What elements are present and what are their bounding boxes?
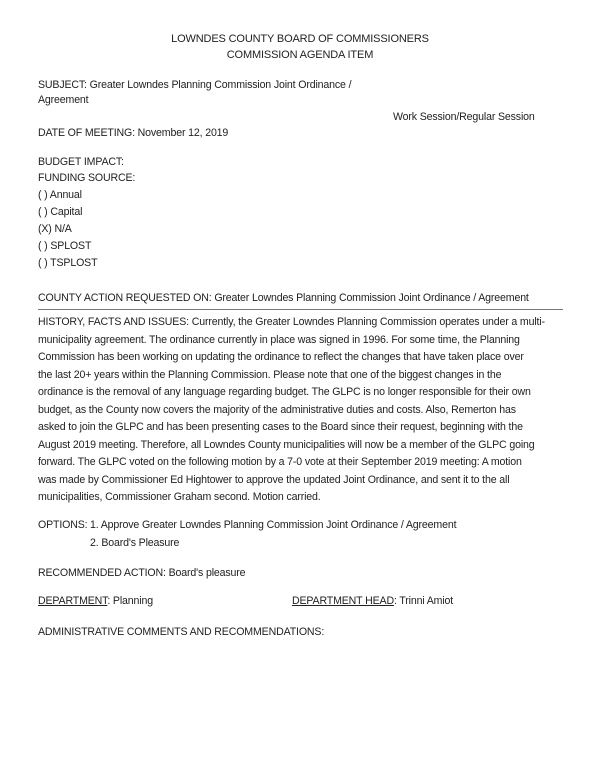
funding-option-tsplost <box>38 257 97 270</box>
meeting-date <box>38 127 228 140</box>
history-line: Commission has been working on updating the ordinance to reflect the changes that have taken place over <box>38 351 524 363</box>
checkbox-mark: ( ) <box>38 189 48 201</box>
checkbox-mark: ( ) <box>38 257 48 269</box>
admin-comments-label: ADMINISTRATIVE COMMENTS AND RECOMMENDATIONS: <box>38 626 325 638</box>
history-line: the last 20+ years within the Planning Commission. Please note that one of the biggest changes in the <box>38 369 502 381</box>
subject-line-2: Agreement <box>38 94 89 106</box>
checkbox-mark: (X) <box>38 223 52 235</box>
checkbox-mark: ( ) <box>38 240 48 252</box>
county-action-value: Greater Lowndes Planning Commission Joint Ordinance / Agreement <box>214 292 529 304</box>
funding-option-na <box>38 223 72 236</box>
subject-value: Greater Lowndes Planning Commission Joint Ordinance / <box>89 79 352 91</box>
history-line: forward. The GLPC voted on the following motion by a 7-0 vote at their September 2019 meeting: A motion <box>38 456 522 468</box>
history-label: HISTORY, FACTS AND ISSUES: <box>38 316 189 328</box>
history-line: budget, as the County now covers the majority of the administrative duties and costs. Also, Remerton has <box>38 404 516 416</box>
funding-option-splost <box>38 240 91 253</box>
history-text: Currently, the Greater Lowndes Planning Commission operates under a multi- <box>191 316 545 328</box>
section-divider <box>38 309 563 310</box>
department <box>38 595 153 608</box>
funding-option-capital <box>38 206 82 219</box>
department-head-value: : Trinni Amiot <box>393 595 454 607</box>
meeting-date-label: DATE OF MEETING: <box>38 127 135 139</box>
funding-option-annual <box>38 189 82 202</box>
funding-option-label: SPLOST <box>50 240 92 252</box>
history-line: municipalities, Commissioner Graham second. Motion carried. <box>38 491 321 503</box>
history-line: August 2019 meeting. Therefore, all Lowndes County municipalities will now be a member of the GLPC going <box>38 439 535 451</box>
funding-option-label: N/A <box>54 223 72 235</box>
history-line: ordinance is the removal of any language regarding budget. The GLPC is no longer responsible for their own <box>38 386 531 398</box>
county-action <box>38 292 529 305</box>
meeting-date-value: November 12, 2019 <box>137 127 229 139</box>
session-type: Work Session/Regular Session <box>393 111 535 123</box>
recommended-action-value: Board's pleasure <box>168 567 246 579</box>
department-label: DEPARTMENT <box>38 595 108 607</box>
header-title: LOWNDES COUNTY BOARD OF COMMISSIONERS <box>171 33 429 45</box>
department-head-label: DEPARTMENT HEAD <box>292 595 394 607</box>
funding-source-label: FUNDING SOURCE: <box>38 172 136 184</box>
recommended-action-label: RECOMMENDED ACTION: <box>38 567 166 579</box>
option-item: 1. Approve Greater Lowndes Planning Commission Joint Ordinance / Agreement <box>90 519 457 531</box>
option-item: 2. Board's Pleasure <box>90 537 180 549</box>
history-line: was made by Commissioner Ed Hightower to approve the updated Joint Ordinance, and sent it to the all <box>38 474 510 486</box>
options-label: OPTIONS: <box>38 519 88 531</box>
checkbox-mark: ( ) <box>38 206 48 218</box>
department-value: : Planning <box>107 595 153 607</box>
budget-impact-label: BUDGET IMPACT: <box>38 156 124 168</box>
history-line <box>38 316 545 329</box>
county-action-label: COUNTY ACTION REQUESTED ON: <box>38 292 212 304</box>
funding-option-label: Capital <box>50 206 83 218</box>
recommended-action <box>38 567 245 580</box>
department-head <box>292 595 453 608</box>
history-line: asked to join the GLPC and has been presenting cases to the Board since their request, beginning with the <box>38 421 523 433</box>
subject-line-1 <box>38 79 351 92</box>
header-subtitle: COMMISSION AGENDA ITEM <box>226 49 374 61</box>
history-line: municipality agreement. The ordinance currently in place was signed in 1996. For some time, the Planning <box>38 334 520 346</box>
subject-label: SUBJECT: <box>38 79 87 91</box>
funding-option-label: TSPLOST <box>50 257 98 269</box>
funding-option-label: Annual <box>49 189 82 201</box>
